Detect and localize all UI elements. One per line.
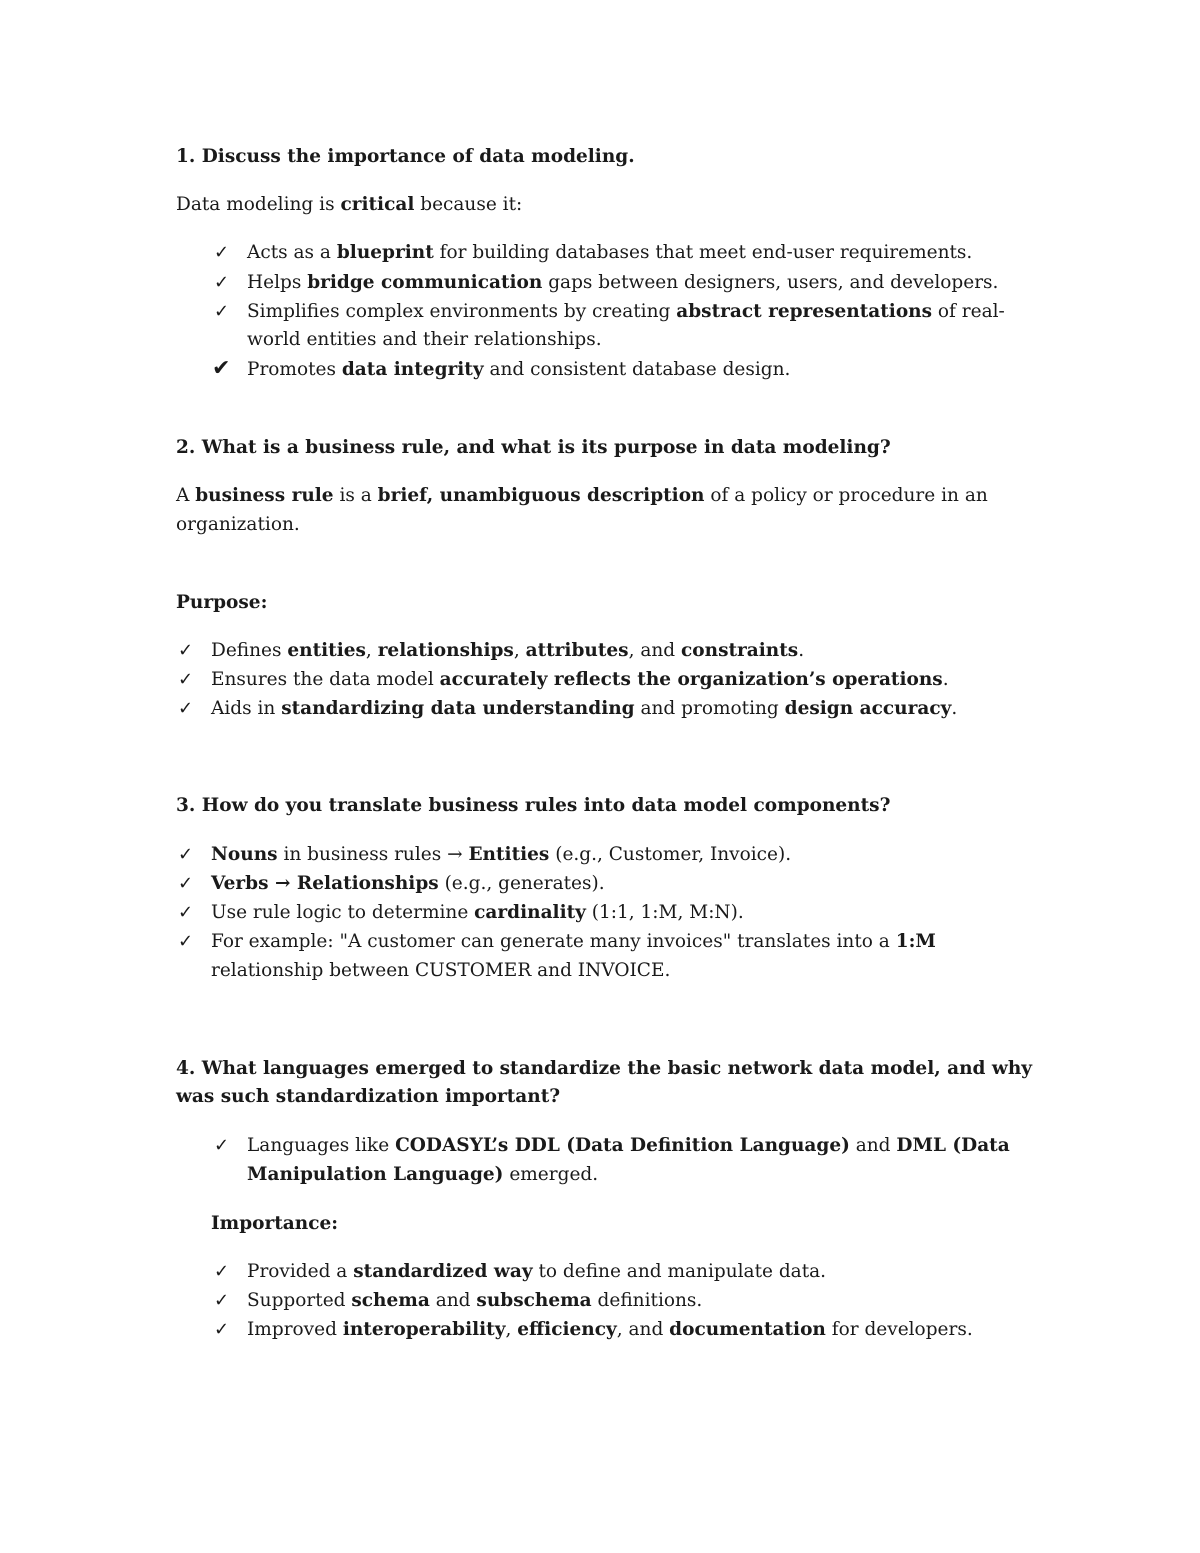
text-segment: For example: "A customer can generate many invoices" translates into a	[211, 931, 896, 952]
text-segment: for developers.	[825, 1319, 973, 1340]
q2-heading: 2. What is a business rule, and what is its purpose in data modeling?	[176, 437, 891, 458]
q2-purpose-label: Purpose:	[176, 592, 268, 613]
q4-heading-line1: 4. What languages emerged to standardize the basic network data model, and why	[176, 1058, 1033, 1079]
bold-text: data integrity	[341, 359, 484, 380]
q3-heading: 3. How do you translate business rules into data model components?	[176, 795, 891, 816]
text-segment: (e.g., generates).	[438, 873, 605, 894]
text-segment: for building databases that meet end-user requirements.	[433, 242, 973, 263]
q1-bullet-2	[247, 268, 998, 297]
text-segment: ,	[365, 640, 378, 661]
text-segment: (1:1, 1:M, M:N).	[585, 902, 744, 923]
text-segment: and consistent database design.	[483, 359, 791, 380]
q4-bullet-1	[247, 1257, 826, 1286]
text-segment: to define and manipulate data.	[532, 1261, 827, 1282]
bold-text: Entities	[468, 844, 550, 865]
text-segment: Provided a	[247, 1261, 354, 1282]
text-segment: ,	[505, 1319, 518, 1340]
q3-bullet-4	[211, 927, 936, 956]
text-segment: Languages like	[247, 1135, 396, 1156]
bold-text: CODASYL’s DDL (Data Definition Language)	[395, 1135, 850, 1156]
bold-text: DML (Data	[896, 1135, 1010, 1156]
q3-bullet-4-cont	[211, 956, 670, 985]
text-segment: , and	[628, 640, 682, 661]
bold-text: standardizing data understanding	[281, 698, 635, 719]
bold-text: abstract representations	[676, 301, 933, 322]
q1-bullet-3-cont	[247, 325, 602, 354]
text-segment: Use rule logic to determine	[211, 902, 475, 923]
text-segment: gaps between designers, users, and developers.	[542, 272, 999, 293]
q1-bullet-1	[247, 238, 972, 267]
text-segment: , and	[616, 1319, 670, 1340]
bold-text: accurately reflects the organization’s operations	[439, 669, 943, 690]
bold-text: efficiency	[517, 1319, 617, 1340]
bold-text: critical	[340, 194, 415, 215]
check-icon: ✓	[178, 902, 194, 923]
bold-text: Verbs → Relationships	[211, 873, 439, 894]
q1-heading: 1. Discuss the importance of data modeling.	[176, 146, 635, 167]
bold-text: blueprint	[336, 242, 434, 263]
check-icon: ✓	[214, 1261, 230, 1282]
check-icon: ✓	[214, 272, 230, 293]
bold-text: interoperability	[342, 1319, 506, 1340]
text-segment: A	[176, 485, 196, 506]
check-icon: ✓	[214, 1290, 230, 1311]
bold-text: bridge communication	[307, 272, 543, 293]
text-segment: of a policy or procedure in an	[704, 485, 988, 506]
bold-text: 1:M	[895, 931, 936, 952]
text-segment: of real-	[932, 301, 1005, 322]
check-icon: ✓	[178, 931, 194, 952]
text-segment: .	[942, 669, 949, 690]
q2-bullet-2	[211, 665, 949, 694]
check-icon: ✓	[178, 844, 194, 865]
text-segment: world entities and their relationships.	[247, 329, 602, 350]
text-segment: definitions.	[591, 1290, 703, 1311]
bold-text: business rule	[195, 485, 334, 506]
check-icon: ✓	[214, 1319, 230, 1340]
text-segment: relationship between CUSTOMER and INVOICE.	[211, 960, 671, 981]
text-segment: because it:	[414, 194, 523, 215]
bold-text: attributes	[525, 640, 629, 661]
q4-importance-label: Importance:	[211, 1213, 339, 1234]
text-segment: and	[849, 1135, 897, 1156]
bold-text: entities	[287, 640, 366, 661]
text-segment: Simplifies complex environments by creating	[247, 301, 677, 322]
text-segment: Helps	[247, 272, 308, 293]
check-icon: ✓	[178, 640, 194, 661]
text-segment: emerged.	[503, 1164, 599, 1185]
check-icon: ✓	[178, 698, 194, 719]
bold-text: design accuracy	[784, 698, 952, 719]
check-icon: ✓	[178, 873, 194, 894]
text-segment: Improved	[247, 1319, 343, 1340]
check-icon: ✓	[214, 1135, 230, 1156]
check-icon: ✓	[214, 242, 230, 263]
bold-text: subschema	[476, 1290, 592, 1311]
text-segment: and	[429, 1290, 477, 1311]
q2-definition-line2: organization.	[176, 514, 300, 535]
bold-text: schema	[351, 1290, 430, 1311]
text-segment: .	[951, 698, 958, 719]
text-segment: (e.g., Customer, Invoice).	[549, 844, 792, 865]
check-icon: ✓	[214, 301, 230, 322]
bold-text: documentation	[669, 1319, 826, 1340]
text-segment: .	[798, 640, 805, 661]
q4-languages-line2	[247, 1160, 598, 1189]
text-segment: Promotes	[247, 359, 342, 380]
q2-bullet-3	[211, 694, 957, 723]
bold-text: Nouns	[211, 844, 278, 865]
bold-text: Manipulation Language)	[247, 1164, 504, 1185]
q3-bullet-3	[211, 898, 744, 927]
q2-bullet-1	[211, 636, 804, 665]
bold-text: brief, unambiguous description	[377, 485, 705, 506]
q3-bullet-2	[211, 869, 605, 898]
q4-bullet-3	[247, 1315, 973, 1344]
check-heavy-icon: ✔	[212, 356, 231, 381]
text-segment: Defines	[211, 640, 288, 661]
q1-bullet-4	[247, 355, 790, 384]
text-segment: Supported	[247, 1290, 352, 1311]
bold-text: cardinality	[474, 902, 586, 923]
q1-intro	[176, 190, 522, 219]
q4-languages-line1	[247, 1131, 1010, 1160]
q1-bullet-3	[247, 297, 1005, 326]
text-segment: Acts as a	[247, 242, 337, 263]
text-segment: is a	[333, 485, 378, 506]
q4-bullet-2	[247, 1286, 702, 1315]
check-icon: ✓	[178, 669, 194, 690]
bold-text: constraints	[681, 640, 799, 661]
text-segment: ,	[513, 640, 526, 661]
text-segment: in business rules →	[277, 844, 469, 865]
text-segment: and promoting	[634, 698, 785, 719]
q2-definition-line1	[176, 481, 988, 510]
q4-heading-line2: was such standardization important?	[176, 1086, 561, 1107]
q3-bullet-1	[211, 840, 791, 869]
text-segment: Ensures the data model	[211, 669, 440, 690]
text-segment: Aids in	[211, 698, 282, 719]
bold-text: standardized way	[353, 1261, 533, 1282]
bold-text: relationships	[377, 640, 514, 661]
text-segment: Data modeling is	[176, 194, 341, 215]
